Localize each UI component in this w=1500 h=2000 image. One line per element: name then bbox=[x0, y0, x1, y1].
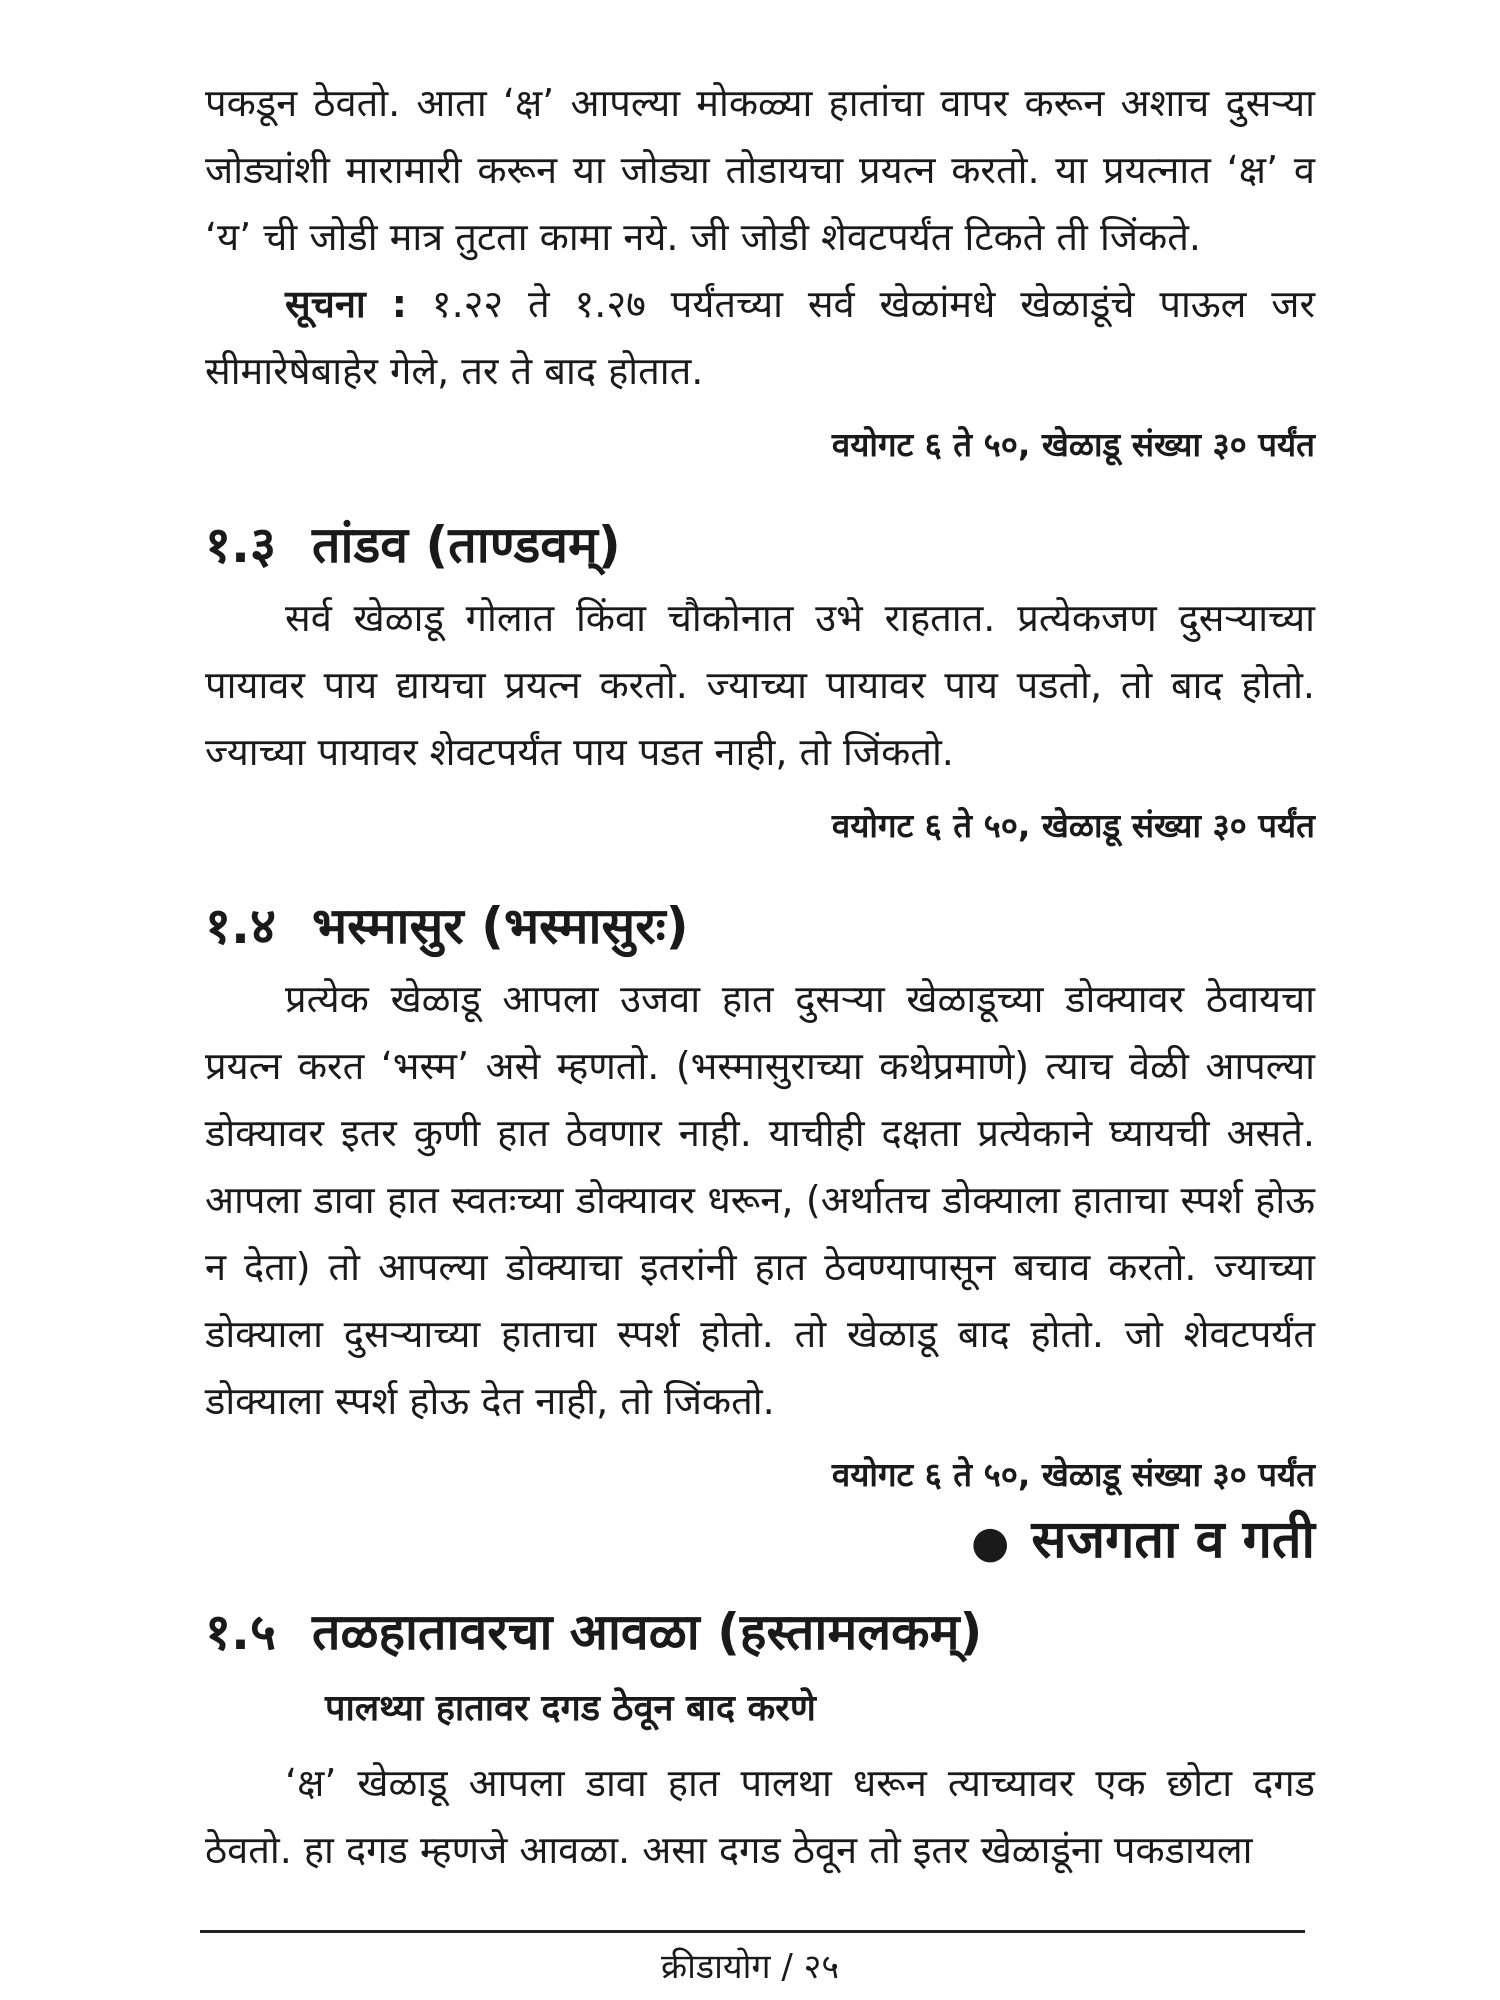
section-paragraph-1-4: प्रत्येक खेळाडू आपला उजवा हात दुसऱ्या खेळाडूच्या डोक्यावर ठेवायचा प्रयत्न करत ‘भस्म’ असे म्हणतो. (भस्मासुराच्या कथेप्रमाणे) त्याच वेळी आपल्या डोक्यावर इतर कुणी हात ठेवणार नाही. याचीही दक्षता प्रत्येकाने घ्यायची असते. आपला डावा हात स्वतःच्या डोक्यावर धरून, (अर्थातच डोक्याला हाताचा स्पर्श होऊ न देता) तो आपल्या डोक्याचा इतरांनी हात ठेवण्यापासून बचाव करतो. ज्याच्या डोक्याला दुसऱ्याच्या हाताचा स्पर्श होतो. तो खेळाडू बाद होतो. जो शेवटपर्यंत डोक्याला स्पर्श होऊ देत नाही, तो जिंकतो. bbox=[205, 977, 1315, 1423]
section-paragraph-1-3: सर्व खेळाडू गोलात किंवा चौकोनात उभे राहतात. प्रत्येकजण दुसऱ्याच्या पायावर पाय द्यायचा प्रयत्न करतो. ज्याच्या पायावर पाय पडतो, तो बाद होतो. ज्याच्या पायावर शेवटपर्यंत पाय पडत नाही, तो जिंकतो. bbox=[205, 596, 1315, 774]
note-paragraph bbox=[205, 271, 1315, 405]
section-title: भस्मासुर (भस्मासुरः) bbox=[312, 897, 689, 955]
age-players-meta: वयोगट ६ ते ५०, खेळाडू संख्या ३० पर्यंत bbox=[831, 1455, 1315, 1494]
note-text: १.२२ ते १.२७ पर्यंतच्या सर्व खेळांमधे खेळाडूंचे पाऊल जर सीमारेषेबाहेर गेले, तर ते बाद होतात. bbox=[205, 282, 1315, 393]
section-heading-1-4 bbox=[205, 886, 1315, 966]
section-number: १.५ bbox=[205, 1603, 276, 1661]
note-label: सूचना : bbox=[285, 282, 407, 326]
section-paragraph-1-5: ‘क्ष’ खेळाडू आपला डावा हात पालथा धरून त्याच्यावर एक छोटा दगड ठेवतो. हा दगड म्हणजे आवळा. असा दगड ठेवून तो इतर खेळाडूंना पकडायला bbox=[205, 1761, 1315, 1872]
section-subtitle: पालथ्या हातावर दगड ठेवून बाद करणे bbox=[325, 1688, 816, 1729]
age-players-meta: वयोगट ६ ते ५०, खेळाडू संख्या ३० पर्यंत bbox=[831, 425, 1315, 464]
page-footer: क्रीडायोग / २५ bbox=[660, 1947, 839, 1987]
section-title: तळहातावरचा आवळा (हस्तामलकम्) bbox=[312, 1603, 983, 1661]
intro-paragraph: पकडून ठेवतो. आता ‘क्ष’ आपल्या मोकळ्या हातांचा वापर करून अशाच दुसऱ्या जोड्यांशी मारामारी करून या जोड्या तोडायचा प्रयत्न करतो. या प्रयत्नात ‘क्ष’ व ‘य’ ची जोडी मात्र तुटता कामा नये. जी जोडी शेवटपर्यंत टिकते ती जिंकते. bbox=[205, 81, 1315, 259]
section-number: १.३ bbox=[205, 516, 276, 574]
footer-divider bbox=[200, 1930, 1305, 1933]
category-title: सजगता व गती bbox=[1031, 1509, 1315, 1570]
section-number: १.४ bbox=[205, 897, 276, 955]
bullet-icon: ● bbox=[970, 1517, 1010, 1568]
section-title: तांडव (ताण्डवम्) bbox=[312, 516, 621, 574]
age-players-meta: वयोगट ६ ते ५०, खेळाडू संख्या ३० पर्यंत bbox=[831, 806, 1315, 845]
section-heading-1-3 bbox=[205, 505, 1315, 585]
section-heading-1-5 bbox=[205, 1592, 1315, 1672]
page-content bbox=[205, 70, 1315, 1884]
category-heading bbox=[205, 1505, 1315, 1578]
